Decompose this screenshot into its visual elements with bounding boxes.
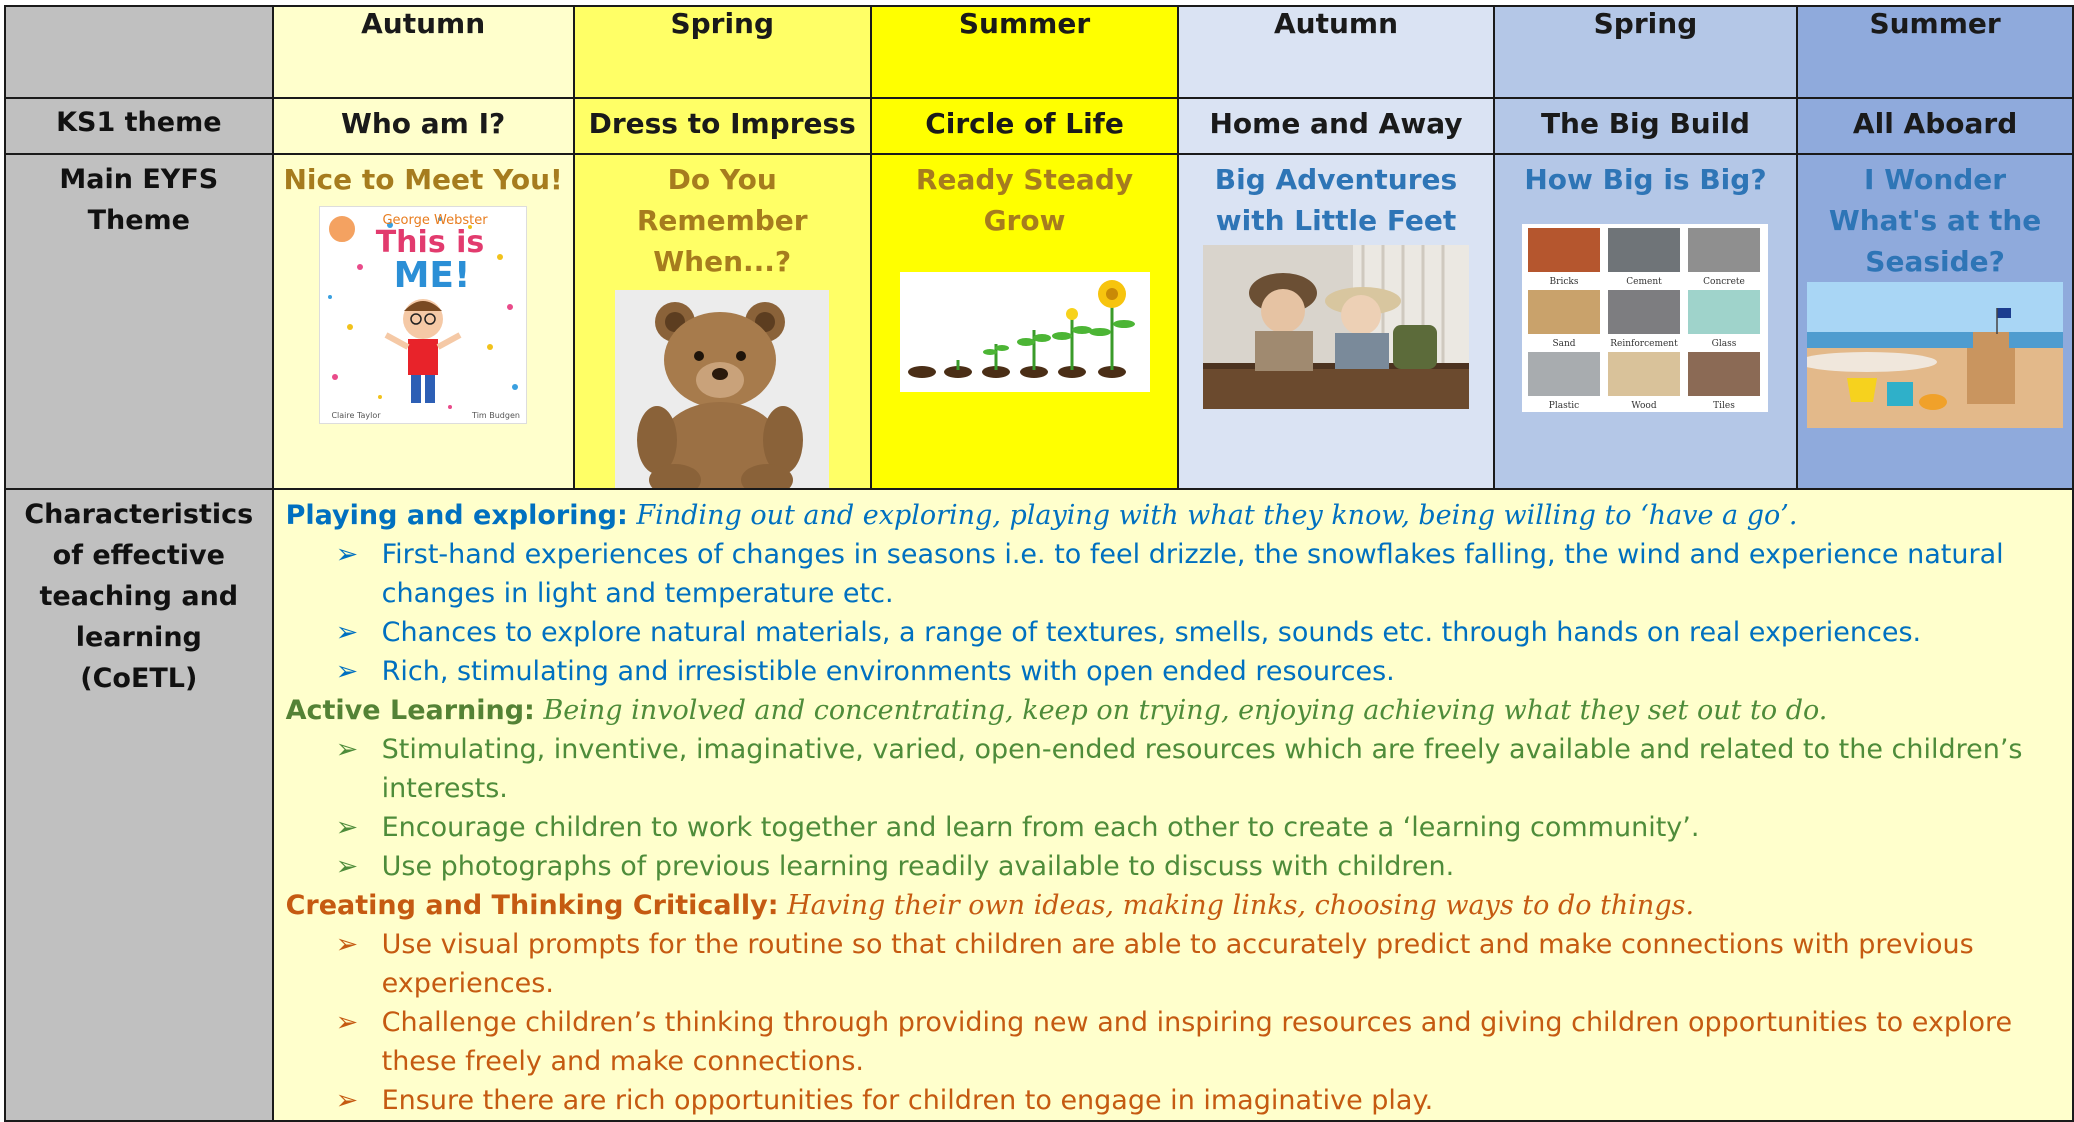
coetl-row bbox=[5, 489, 2073, 1121]
eyfs-label-line: Theme bbox=[87, 205, 190, 236]
ks1-theme: Who am I? bbox=[273, 98, 574, 154]
bullet-text: Stimulating, inventive, imaginative, varied, open-ended resources which are freely available and related to the children’s interests. bbox=[381, 734, 2023, 804]
material-swatch bbox=[1528, 228, 1600, 272]
material-swatch bbox=[1608, 352, 1680, 396]
eyfs-theme-cell bbox=[1797, 154, 2073, 489]
material-swatch bbox=[1608, 290, 1680, 334]
bullet-item bbox=[286, 1003, 2062, 1081]
eyfs-theme-title-line: Ready Steady bbox=[915, 163, 1134, 196]
material-label: Wood bbox=[1631, 401, 1658, 411]
coetl-label-line: of effective bbox=[52, 540, 225, 571]
bullet-text: Encourage children to work together and learn from each other to create a ‘learning community’. bbox=[381, 812, 1700, 843]
bullet-text: Chances to explore natural materials, a range of textures, smells, sounds etc. through hands on real experiences. bbox=[381, 617, 1922, 648]
bullet-item bbox=[286, 730, 2062, 808]
arrow-bullet-icon: ➢ bbox=[335, 1085, 359, 1116]
section-title: Active Learning: bbox=[285, 695, 535, 726]
coetl-section-heading bbox=[286, 886, 2062, 925]
section-description: Having their own ideas, making links, choosing ways to do things. bbox=[787, 890, 1695, 921]
eyfs-theme-title-line: Remember bbox=[636, 204, 808, 237]
coetl-label-line: Characteristics bbox=[24, 499, 254, 530]
arrow-bullet-icon: ➢ bbox=[335, 851, 359, 882]
material-label: Sand bbox=[1552, 339, 1576, 349]
ks1-theme: All Aboard bbox=[1797, 98, 2073, 154]
book-title-2: ME! bbox=[393, 255, 471, 296]
eyfs-label-line: Main EYFS bbox=[59, 164, 219, 195]
coetl-label bbox=[5, 489, 273, 1121]
season-header-row bbox=[5, 6, 2073, 98]
arrow-bullet-icon: ➢ bbox=[335, 656, 359, 687]
eyfs-theme-cell bbox=[273, 154, 574, 489]
arrow-bullet-icon: ➢ bbox=[335, 617, 359, 648]
eyfs-theme-title bbox=[1798, 159, 2072, 282]
material-swatch bbox=[1688, 228, 1760, 272]
material-label: Plastic bbox=[1549, 401, 1580, 411]
arrow-bullet-icon: ➢ bbox=[335, 539, 359, 570]
coetl-label-line: teaching and bbox=[39, 581, 239, 612]
section-description: Being involved and concentrating, keep on trying, enjoying achieving what they set out to do. bbox=[543, 695, 1828, 726]
book-author: George Webster bbox=[382, 213, 488, 228]
arrow-bullet-icon: ➢ bbox=[335, 1007, 359, 1038]
eyfs-theme-title: Nice to Meet You! bbox=[283, 163, 563, 196]
bullet-text: Use visual prompts for the routine so that children are able to accurately predict and make connections with previous experiences. bbox=[381, 929, 1974, 999]
eyfs-theme-title bbox=[575, 159, 870, 282]
book-cover-image bbox=[319, 206, 527, 424]
season-header: Summer bbox=[1797, 6, 2073, 98]
eyfs-theme-cell bbox=[1494, 154, 1797, 489]
bullet-text: Challenge children’s thinking through providing new and inspiring resources and giving children opportunities to explore these freely and make connections. bbox=[381, 1007, 2013, 1077]
eyfs-theme-title-line: Big Adventures bbox=[1214, 163, 1458, 196]
bullet-item bbox=[286, 535, 2062, 613]
eyfs-theme-label bbox=[5, 154, 273, 489]
bullet-text: Use photographs of previous learning readily available to discuss with children. bbox=[381, 851, 1455, 882]
eyfs-theme-title-line: Grow bbox=[983, 204, 1066, 237]
bullet-text: First-hand experiences of changes in seasons i.e. to feel drizzle, the snowflakes falling, the wind and experience natural changes in light and temperature etc. bbox=[381, 539, 2004, 609]
bullet-item bbox=[286, 1081, 2062, 1120]
material-swatch bbox=[1608, 228, 1680, 272]
arrow-bullet-icon: ➢ bbox=[335, 812, 359, 843]
eyfs-theme-cell bbox=[1178, 154, 1494, 489]
coetl-label-line: learning bbox=[75, 622, 202, 653]
eyfs-theme-row bbox=[5, 154, 2073, 489]
coetl-label-line: (CoETL) bbox=[80, 663, 198, 694]
material-label: Cement bbox=[1626, 277, 1663, 287]
children-suitcase-image bbox=[1203, 245, 1469, 409]
eyfs-theme-title-line: Do You bbox=[667, 163, 777, 196]
coetl-section-heading bbox=[286, 496, 2062, 535]
curriculum-table bbox=[4, 5, 2074, 1122]
material-label: Concrete bbox=[1703, 277, 1746, 287]
bullet-text: Rich, stimulating and irresistible environments with open ended resources. bbox=[381, 656, 1395, 687]
eyfs-theme-title bbox=[1179, 159, 1493, 241]
beach-sandcastle-image bbox=[1807, 282, 2063, 428]
bullet-item bbox=[286, 847, 2062, 886]
material-swatch bbox=[1528, 290, 1600, 334]
material-label: Bricks bbox=[1549, 277, 1579, 287]
book-author-right: Tim Budgen bbox=[472, 411, 521, 420]
plant-growth-image bbox=[900, 272, 1150, 392]
material-label: Glass bbox=[1712, 339, 1737, 349]
season-header: Spring bbox=[1494, 6, 1797, 98]
bullet-text: Ensure there are rich opportunities for children to engage in imaginative play. bbox=[381, 1085, 1434, 1116]
ks1-theme: Home and Away bbox=[1178, 98, 1494, 154]
bullet-item bbox=[286, 808, 2062, 847]
season-header: Spring bbox=[574, 6, 871, 98]
teddy-bear-image bbox=[615, 290, 829, 488]
material-swatch bbox=[1688, 352, 1760, 396]
section-title: Playing and exploring: bbox=[285, 500, 628, 531]
arrow-bullet-icon: ➢ bbox=[335, 734, 359, 765]
bullet-item bbox=[286, 925, 2062, 1003]
eyfs-theme-title bbox=[872, 159, 1177, 241]
corner-cell bbox=[5, 6, 273, 98]
material-label: Tiles bbox=[1713, 401, 1736, 411]
ks1-theme-row bbox=[5, 98, 2073, 154]
ks1-theme: Dress to Impress bbox=[574, 98, 871, 154]
eyfs-theme-title-line: with Little Feet bbox=[1215, 204, 1457, 237]
book-author-left: Claire Taylor bbox=[331, 411, 381, 420]
eyfs-theme-title-line: Seaside? bbox=[1865, 245, 2005, 278]
bullet-item bbox=[286, 652, 2062, 691]
coetl-content bbox=[273, 489, 2073, 1121]
eyfs-theme-title-line: I Wonder bbox=[1864, 163, 2007, 196]
material-label: Reinforcement bbox=[1610, 339, 1679, 349]
section-title: Creating and Thinking Critically: bbox=[285, 890, 779, 921]
section-description: Finding out and exploring, playing with what they know, being willing to ‘have a go’. bbox=[636, 500, 1798, 531]
eyfs-theme-cell bbox=[871, 154, 1178, 489]
ks1-theme: The Big Build bbox=[1494, 98, 1797, 154]
coetl-section-heading bbox=[286, 691, 2062, 730]
season-header: Autumn bbox=[1178, 6, 1494, 98]
arrow-bullet-icon: ➢ bbox=[335, 929, 359, 960]
eyfs-theme-cell bbox=[574, 154, 871, 489]
book-title-1: This is bbox=[375, 225, 485, 260]
ks1-theme-label: KS1 theme bbox=[5, 98, 273, 154]
ks1-theme: Circle of Life bbox=[871, 98, 1178, 154]
bullet-item bbox=[286, 613, 2062, 652]
eyfs-theme-title: How Big is Big? bbox=[1524, 163, 1767, 196]
season-header: Summer bbox=[871, 6, 1178, 98]
eyfs-theme-title-line: What's at the bbox=[1828, 204, 2042, 237]
season-header: Autumn bbox=[273, 6, 574, 98]
material-swatch bbox=[1528, 352, 1600, 396]
material-swatch bbox=[1688, 290, 1760, 334]
building-materials-image bbox=[1522, 224, 1768, 412]
eyfs-theme-title-line: When...? bbox=[653, 245, 792, 278]
